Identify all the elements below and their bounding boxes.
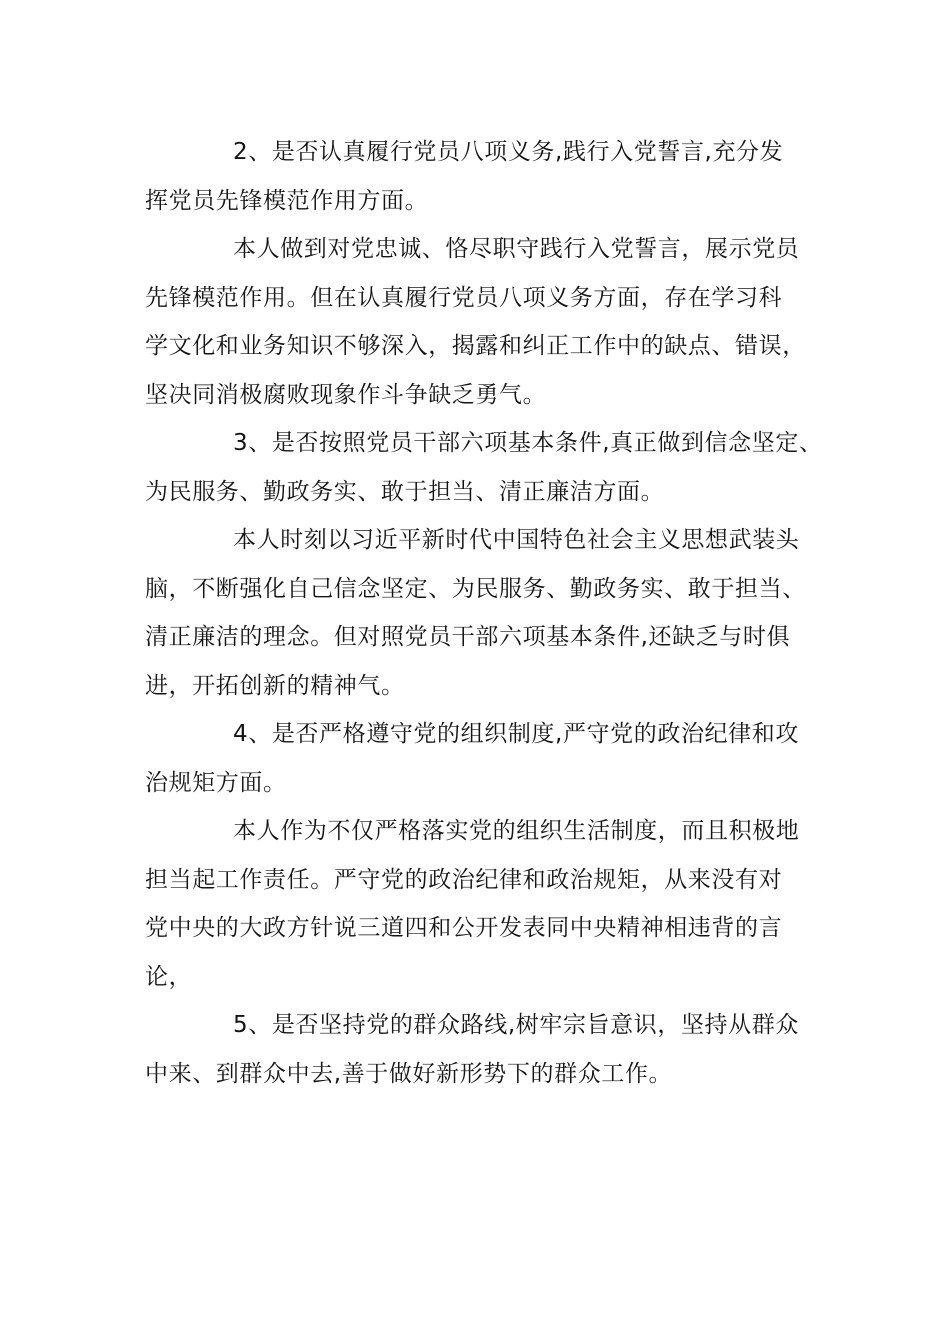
text-line: 本人时刻以习近平新时代中国特色社会主义思想武装头 <box>233 527 800 553</box>
text-line: 治规矩方面。 <box>145 769 287 796</box>
text-line: 坚决同消极腐败现象作斗争缺乏勇气。 <box>145 381 547 408</box>
text-line: 挥党员先锋模范作用方面。 <box>145 187 429 214</box>
paragraph-item-3-heading <box>145 419 825 516</box>
paragraph-item-2-heading <box>145 128 825 225</box>
text-line: 党中央的大政方针说三道四和公开发表同中央精神相违背的言 <box>145 915 783 941</box>
text-line: 4、是否严格遵守党的组织制度,严守党的政治纪律和攻 <box>233 721 799 747</box>
text-line: 论， <box>145 963 193 990</box>
text-line: 中来、到群众中去,善于做好新形势下的群众工作。 <box>145 1060 673 1087</box>
paragraph-item-5-heading <box>145 1001 825 1098</box>
document-body <box>145 128 825 1098</box>
text-line: 清正廉洁的理念。但对照党员干部六项基本条件,还缺乏与时俱 <box>145 624 791 650</box>
text-line: 担当起工作责任。严守党的政治纪律和政治规矩，从来没有对 <box>145 866 783 893</box>
text-line: 脑，不断强化自己信念坚定、为民服务、勤政务实、敢于担当、 <box>145 575 806 602</box>
paragraph-item-4-response <box>145 807 825 1001</box>
text-line: 进，开拓创新的精神气。 <box>145 672 405 699</box>
paragraph-item-3-response <box>145 516 825 710</box>
text-line: 本人作为不仅严格落实党的组织生活制度，而且积极地 <box>233 818 800 844</box>
paragraph-item-2-response <box>145 225 825 419</box>
text-line: 3、是否按照党员干部六项基本条件,真正做到信念坚定、 <box>233 430 823 456</box>
text-line: 2、是否认真履行党员八项义务,践行入党誓言,充分发 <box>233 139 784 165</box>
paragraph-item-4-heading <box>145 710 825 807</box>
text-line: 5、是否坚持党的群众路线,树牢宗旨意识，坚持从群众 <box>233 1012 799 1038</box>
text-line: 为民服务、勤政务实、敢于担当、清正廉洁方面。 <box>145 478 665 505</box>
text-line: 学文化和业务知识不够深入，揭露和纠正工作中的缺点、错误， <box>145 333 806 359</box>
text-line: 先锋模范作用。但在认真履行党员八项义务方面，存在学习科 <box>145 284 783 311</box>
text-line: 本人做到对党忠诚、恪尽职守践行入党誓言，展示党员 <box>233 236 800 262</box>
